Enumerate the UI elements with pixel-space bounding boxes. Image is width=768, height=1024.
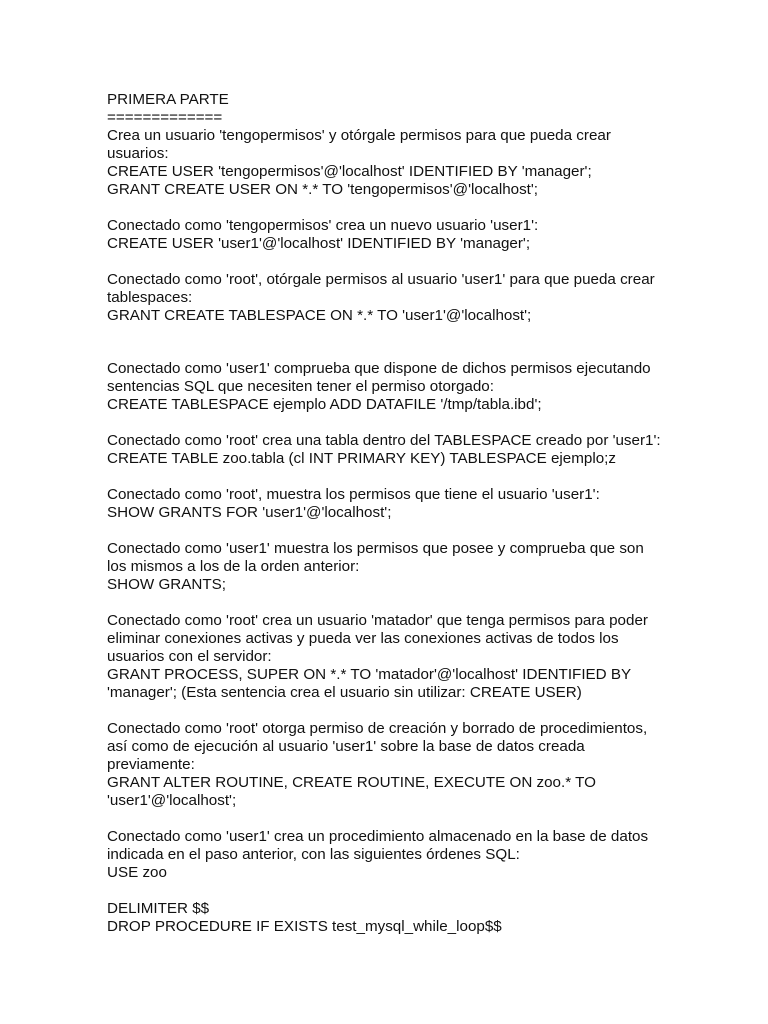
paragraph-gap <box>107 468 707 486</box>
text-line: indicada en el paso anterior, con las siguientes órdenes SQL: <box>107 846 520 863</box>
text-line: usuarios: <box>107 145 169 162</box>
sql-statement: GRANT CREATE USER ON *.* TO 'tengopermisos'@'localhost'; <box>107 181 539 198</box>
text-line: así como de ejecución al usuario 'user1' sobre la base de datos creada <box>107 738 585 755</box>
paragraph-delimiter <box>107 900 707 936</box>
sql-statement: USE zoo <box>107 864 167 881</box>
sql-statement: CREATE USER 'user1'@'localhost' IDENTIFIED BY 'manager'; <box>107 235 531 252</box>
text-line: Conectado como 'root', otórgale permisos al usuario 'user1' para que pueda crear <box>107 271 655 288</box>
sql-statement: DELIMITER $$ <box>107 900 210 917</box>
text-line: Conectado como 'user1' muestra los permisos que posee y comprueba que son <box>107 540 644 557</box>
paragraph-gap <box>107 325 707 360</box>
document-body <box>107 91 707 936</box>
text-line: eliminar conexiones activas y pueda ver las conexiones activas de todos los <box>107 630 619 647</box>
paragraph-gap <box>107 810 707 828</box>
paragraph-gap <box>107 702 707 720</box>
text-line: tablespaces: <box>107 289 193 306</box>
sql-statement: GRANT CREATE TABLESPACE ON *.* TO 'user1'@'localhost'; <box>107 307 532 324</box>
text-line: los mismos a los de la orden anterior: <box>107 558 360 575</box>
paragraph-gap <box>107 414 707 432</box>
sql-statement: GRANT PROCESS, SUPER ON *.* TO 'matador'@'localhost' IDENTIFIED BY <box>107 666 632 683</box>
paragraph-gap <box>107 594 707 612</box>
text-line: Conectado como 'user1' comprueba que dispone de dichos permisos ejecutando <box>107 360 651 377</box>
text-line: Conectado como 'root' otorga permiso de creación y borrado de procedimientos, <box>107 720 648 737</box>
text-line: Conectado como 'root' crea un usuario 'matador' que tenga permisos para poder <box>107 612 648 629</box>
paragraph-routine-permissions <box>107 720 707 810</box>
sql-statement: DROP PROCEDURE IF EXISTS test_mysql_while_loop$$ <box>107 918 502 935</box>
paragraph-check-permissions <box>107 360 707 414</box>
text-line: Conectado como 'root' crea una tabla dentro del TABLESPACE creado por 'user1': <box>107 432 661 449</box>
paragraph-gap <box>107 522 707 540</box>
text-line: Conectado como 'tengopermisos' crea un nuevo usuario 'user1': <box>107 217 539 234</box>
text-line: Conectado como 'root', muestra los permisos que tiene el usuario 'user1': <box>107 486 600 503</box>
sql-statement: GRANT ALTER ROUTINE, CREATE ROUTINE, EXECUTE ON zoo.* TO <box>107 774 596 791</box>
paragraph-gap <box>107 253 707 271</box>
text-line: Conectado como 'user1' crea un procedimiento almacenado en la base de datos <box>107 828 649 845</box>
section-heading: PRIMERA PARTE <box>107 91 229 108</box>
text-line: previamente: <box>107 756 195 773</box>
paragraph-matador-user <box>107 612 707 702</box>
text-line: sentencias SQL que necesiten tener el permiso otorgado: <box>107 378 494 395</box>
paragraph-stored-procedure <box>107 828 707 882</box>
paragraph-primera-parte <box>107 91 707 199</box>
paragraph-gap <box>107 882 707 900</box>
sql-statement: CREATE USER 'tengopermisos'@'localhost' IDENTIFIED BY 'manager'; <box>107 163 592 180</box>
sql-statement: CREATE TABLESPACE ejemplo ADD DATAFILE '/tmp/tabla.ibd'; <box>107 396 542 413</box>
heading-underline: ============= <box>107 109 223 126</box>
paragraph-grant-tablespace <box>107 271 707 325</box>
sql-statement: SHOW GRANTS; <box>107 576 226 593</box>
sql-statement: 'manager'; (Esta sentencia crea el usuario sin utilizar: CREATE USER) <box>107 684 582 701</box>
sql-statement: SHOW GRANTS FOR 'user1'@'localhost'; <box>107 504 392 521</box>
paragraph-create-table <box>107 432 707 468</box>
paragraph-gap <box>107 199 707 217</box>
paragraph-show-grants <box>107 540 707 594</box>
sql-statement: 'user1'@'localhost'; <box>107 792 237 809</box>
paragraph-create-user1 <box>107 217 707 253</box>
sql-statement: CREATE TABLE zoo.tabla (cl INT PRIMARY KEY) TABLESPACE ejemplo;z <box>107 450 616 467</box>
text-line: Crea un usuario 'tengopermisos' y otórgale permisos para que pueda crear <box>107 127 611 144</box>
paragraph-show-grants-for <box>107 486 707 522</box>
text-line: usuarios con el servidor: <box>107 648 272 665</box>
